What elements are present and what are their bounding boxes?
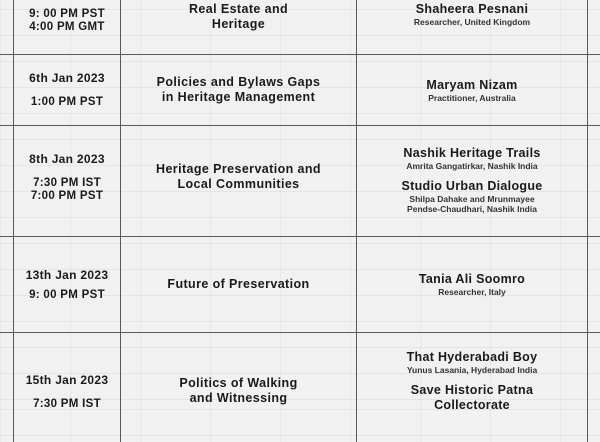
session-topic: Heritage Preservation and (156, 162, 321, 176)
topic-cell (121, 126, 356, 236)
session-time: 7:30 PM IST (33, 398, 101, 410)
speaker-role: Shilpa Dahake and Mrunmayee (409, 194, 535, 204)
session-date: 13th Jan 2023 (25, 267, 109, 282)
speaker-role: Amrita Gangatirkar, Nashik India (406, 161, 538, 171)
speaker-name: Tania Ali Soomro (418, 272, 526, 286)
session-topic: Policies and Bylaws Gaps (156, 75, 321, 89)
speaker-name: Save Historic Patna (410, 383, 534, 397)
session-topic: Politics of Walking (179, 376, 298, 390)
right-border (587, 0, 588, 54)
speaker-name: Maryam Nizam (426, 77, 518, 92)
session-date: 8th Jan 2023 (29, 152, 105, 166)
date-cell (14, 55, 120, 125)
session-topic: Real Estate and (188, 2, 289, 16)
session-time: 7:30 PM IST (33, 177, 101, 189)
speaker-role: Pendse-Chaudhari, Nashik India (407, 204, 537, 214)
schedule-row-1 (0, 0, 600, 54)
date-cell (14, 333, 120, 442)
session-time: 4:00 PM GMT (29, 20, 105, 33)
speaker-cell (357, 333, 587, 442)
schedule-row-5 (0, 332, 600, 442)
speaker-name: That Hyderabadi Boy (406, 350, 538, 364)
session-time: 9: 00 PM PST (29, 288, 105, 301)
schedule-row-2 (0, 54, 600, 125)
right-border (587, 126, 588, 236)
session-time: 1:00 PM PST (30, 96, 104, 108)
topic-cell (121, 55, 356, 125)
speaker-name: Collectorate (434, 398, 510, 412)
date-cell (14, 0, 120, 54)
speaker-cell (357, 0, 587, 54)
date-cell (14, 237, 120, 332)
speaker-cell (357, 126, 587, 236)
session-topic: Future of Preservation (167, 277, 310, 291)
schedule-row-3 (0, 125, 600, 236)
topic-cell (121, 333, 356, 442)
speaker-role: Researcher, United Kingdom (413, 17, 531, 27)
date-cell (14, 126, 120, 236)
speaker-name: Studio Urban Dialogue (401, 179, 543, 193)
session-topic: Local Communities (177, 177, 300, 191)
speaker-cell (357, 55, 587, 125)
session-time: 7:00 PM PST (30, 190, 104, 202)
session-date: 15th Jan 2023 (25, 373, 109, 387)
session-date: 6th Jan 2023 (29, 71, 105, 85)
right-border (587, 333, 588, 442)
schedule-row-4 (0, 236, 600, 332)
speaker-role: Practitioner, Australia (428, 92, 516, 103)
topic-cell (121, 237, 356, 332)
speaker-cell (357, 237, 587, 332)
right-border (587, 55, 588, 125)
speaker-name: Nashik Heritage Trails (403, 146, 541, 160)
session-topic: and Witnessing (189, 391, 288, 405)
right-border (587, 237, 588, 332)
speaker-role: Yunus Lasania, Hyderabad India (406, 365, 538, 375)
session-topic: Heritage (211, 17, 266, 31)
session-time: 9: 00 PM PST (29, 7, 105, 20)
speaker-role: Researcher, Italy (438, 287, 506, 297)
session-topic: in Heritage Management (161, 90, 316, 104)
topic-cell (121, 0, 356, 54)
speaker-name: Shaheera Pesnani (415, 2, 529, 16)
